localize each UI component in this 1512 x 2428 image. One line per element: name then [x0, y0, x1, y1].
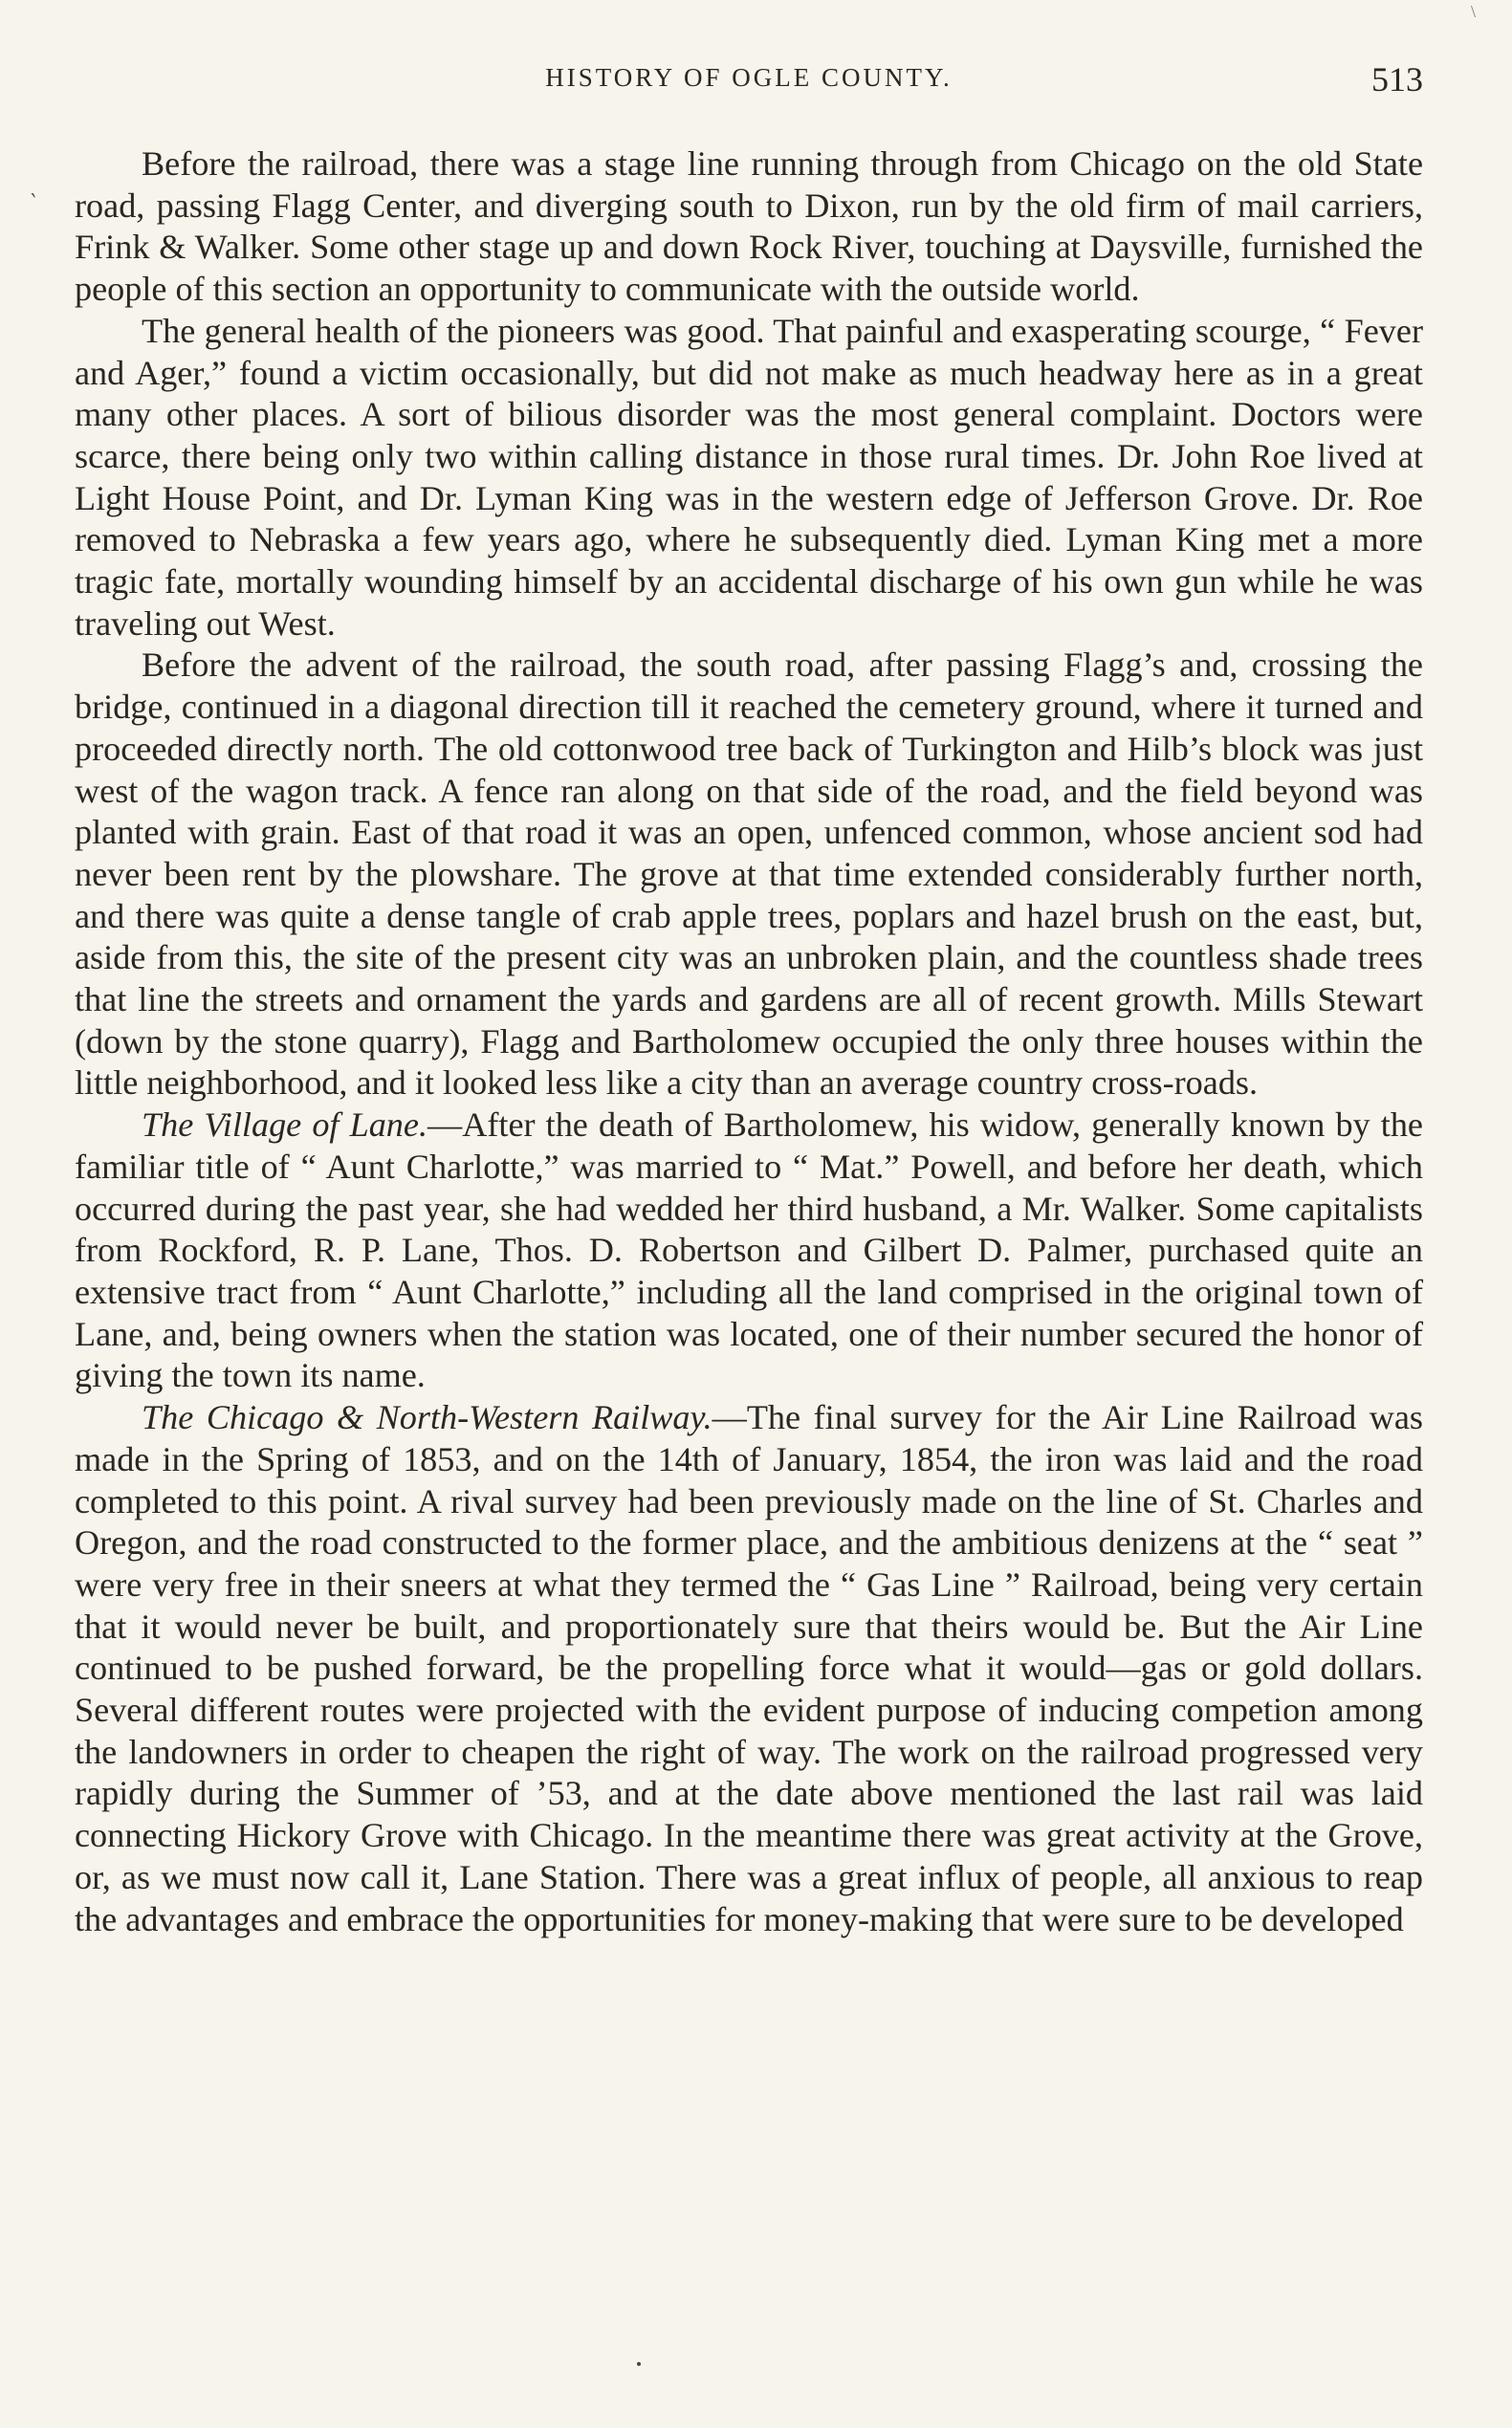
corner-tick-mark: \	[1471, 2, 1477, 21]
paragraph-south-road	[75, 645, 1423, 1105]
margin-tick-mark: ‵	[31, 191, 36, 216]
paragraph-text: —After the death of Bartholomew, his widow, generally known by the familiar title of “ Aunt Charlotte,” was married to “ Mat.” Powell, and before her death, which occurred during the past year, she had wedded her third husband, a Mr. Walker. Some capitalists from Rockford, R. P. Lane, Thos. D. Robertson and Gilbert D. Palmer, purchased quite an extensive tract from “ Aunt Charlotte,” including all the land comprised in the original town of Lane, and, being owners when the station was located, one of their number secured the honor of giving the town its name.	[75, 1105, 1423, 1395]
paragraph-text: Before the advent of the railroad, the south road, after passing Flagg’s and, crossing the bridge, continued in a diagonal direction till it reached the cemetery ground, where it turned and proceeded directly north. The old cottonwood tree back of Turkington and Hilb’s block was just west of the wagon track. A fence ran along on that side of the road, and the field beyond was planted with grain. East of that road it was an open, unfenced common, whose ancient sod had never been rent by the plowshare. The grove at that time extended considerably further north, and there was quite a dense tangle of crab apple trees, poplars and hazel brush on the east, but, aside from this, the site of the present city was an unbroken plain, and the countless shade trees that line the streets and ornament the yards and gardens are all of recent growth. Mills Stewart (down by the stone quarry), Flagg and Bartholomew occupied the only three houses within the little neighborhood, and it looked less like a city than an average country cross-roads.	[75, 645, 1423, 1103]
page-header	[75, 59, 1423, 98]
running-head: HISTORY OF OGLE COUNTY.	[545, 63, 953, 92]
section-run-in-heading: The Village of Lane.	[142, 1105, 428, 1145]
paper-speck	[637, 2362, 641, 2366]
paragraph-text: The general health of the pioneers was good. That painful and exasperating scourge, “ Fever and Ager,” found a victim occasionally, but did not make as much headway here as in a great many other places. A sort of bilious disorder was the most general complaint. Doctors were scarce, there being only two within calling distance in those rural times. Dr. John Roe lived at Light House Point, and Dr. Lyman King was in the western edge of Jefferson Grove. Dr. Roe removed to Nebraska a few years ago, where he subsequently died. Lyman King met a more tragic fate, mortally wounding himself by an accidental discharge of his own gun while he was traveling out West.	[75, 311, 1423, 643]
paragraph-text: Before the railroad, there was a stage line running through from Chicago on the old State road, passing Flagg Center, and diverging south to Dixon, run by the old firm of mail carriers, Frink & Walker. Some other stage up and down Rock River, touching at Daysville, furnished the people of this section an opportunity to communicate with the outside world.	[75, 144, 1423, 309]
paragraph-stage-line	[75, 143, 1423, 311]
body-text	[75, 143, 1423, 1940]
paragraph-health	[75, 311, 1423, 645]
paragraph-text: —The final survey for the Air Line Railroad was made in the Spring of 1853, and on the 14th of January, 1854, the iron was laid and the road completed to this point. A rival survey had been previously made on the line of St. Charles and Oregon, and the road constructed to the former place, and the ambitious denizens at the “ seat ” were very free in their sneers at what they termed the “ Gas Line ” Railroad, being very certain that it would never be built, and proportionately sure that theirs would be. But the Air Line continued to be pushed forward, be the propelling force what it would—gas or gold dollars. Several different routes were projected with the evident purpose of inducing competion among the landowners in order to cheapen the right of way. The work on the railroad progressed very rapidly during the Summer of ’53, and at the date above mentioned the last rail was laid connecting Hickory Grove with Chicago. In the meantime there was great activity at the Grove, or, as we must now call it, Lane Station. There was a great influx of people, all anxious to reap the advantages and embrace the opportunities for money-making that were sure to be developed	[75, 1398, 1423, 1938]
page-number: 513	[1371, 60, 1423, 98]
paragraph-village-of-lane	[75, 1105, 1423, 1397]
section-run-in-heading: The Chicago & North-Western Railway.	[142, 1398, 712, 1437]
paragraph-railway	[75, 1397, 1423, 1940]
